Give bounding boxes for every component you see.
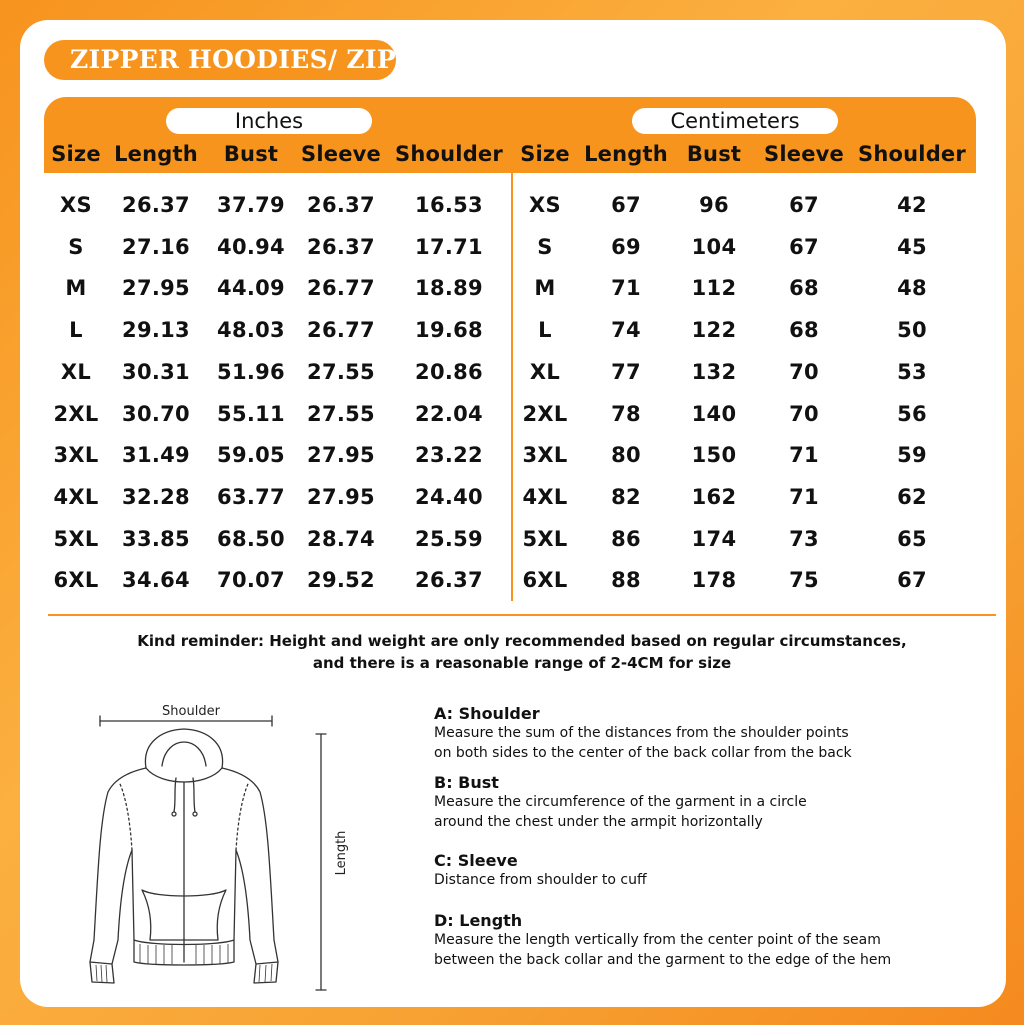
cm-cell-size: 5XL: [522, 527, 568, 551]
cm-cell-length: 88: [611, 568, 641, 592]
inches-cell-size: XL: [60, 360, 92, 384]
cm-cell-shoulder: 45: [897, 235, 927, 259]
section-divider: [48, 614, 996, 616]
inches-cell-size: L: [69, 318, 83, 342]
inches-header-bust: Bust: [223, 142, 279, 166]
cm-cell-length: 74: [611, 318, 641, 342]
inches-cell-bust: 48.03: [217, 318, 285, 342]
centimeters-group-label: Centimeters: [632, 108, 838, 134]
cm-cell-size: 6XL: [522, 568, 568, 592]
inches-cell-sleeve: 27.55: [307, 360, 375, 384]
inches-cell-length: 30.31: [122, 360, 190, 384]
cm-cell-size: 2XL: [522, 402, 568, 426]
cm-cell-bust: 178: [691, 568, 737, 592]
inches-cell-length: 31.49: [122, 443, 190, 467]
definition-line: on both sides to the center of the back collar from the back: [434, 744, 852, 761]
cm-cell-bust: 132: [691, 360, 737, 384]
cm-cell-length: 82: [611, 485, 641, 509]
inches-cell-shoulder: 16.53: [415, 193, 483, 217]
inches-cell-length: 27.95: [122, 276, 190, 300]
reminder-line-1: Kind reminder: Height and weight are only recommended based on regular circumstances,: [137, 632, 907, 650]
definition-title: B: Bust: [434, 773, 499, 792]
inches-header-size: Size: [51, 142, 101, 166]
inches-cell-size: 3XL: [53, 443, 99, 467]
inches-cell-sleeve: 26.37: [307, 193, 375, 217]
inches-cell-sleeve: 26.77: [307, 318, 375, 342]
definition-line: Distance from shoulder to cuff: [434, 872, 647, 888]
inches-cell-sleeve: 26.77: [307, 276, 375, 300]
cm-cell-length: 71: [611, 276, 641, 300]
cm-cell-length: 77: [611, 360, 641, 384]
definition-sleeve: [434, 851, 647, 891]
inches-header-shoulder: Shoulder: [395, 142, 503, 166]
inches-cell-shoulder: 22.04: [415, 402, 483, 426]
cm-header-sleeve: Sleeve: [764, 142, 844, 166]
inches-cell-length: 33.85: [122, 527, 190, 551]
kind-reminder: [50, 630, 994, 674]
shoulder-label: Shoulder: [162, 704, 220, 719]
length-label: Length: [334, 830, 349, 876]
definition-title: C: Sleeve: [434, 851, 518, 870]
inches-cell-length: 32.28: [122, 485, 190, 509]
cm-cell-sleeve: 75: [789, 568, 819, 592]
cm-cell-sleeve: 71: [789, 485, 819, 509]
inches-cell-size: 4XL: [53, 485, 99, 509]
inches-cell-bust: 68.50: [217, 527, 285, 551]
hoodie-diagram: [80, 700, 380, 1000]
inches-cell-size: 5XL: [53, 527, 99, 551]
inches-header-sleeve: Sleeve: [301, 142, 381, 166]
inches-cell-sleeve: 27.95: [307, 485, 375, 509]
cm-cell-bust: 104: [691, 235, 737, 259]
inches-cell-bust: 55.11: [217, 402, 285, 426]
cm-cell-size: XL: [529, 360, 561, 384]
inches-cell-bust: 59.05: [217, 443, 285, 467]
inches-cell-sleeve: 28.74: [307, 527, 375, 551]
cm-cell-bust: 140: [691, 402, 737, 426]
cm-cell-size: M: [534, 276, 556, 300]
inches-cell-shoulder: 25.59: [415, 527, 483, 551]
cm-cell-length: 69: [611, 235, 641, 259]
cm-cell-shoulder: 42: [897, 193, 927, 217]
cm-cell-shoulder: 50: [897, 318, 927, 342]
table-divider: [511, 173, 513, 601]
cm-cell-bust: 122: [691, 318, 737, 342]
inches-cell-bust: 51.96: [217, 360, 285, 384]
cm-cell-length: 86: [611, 527, 641, 551]
inches-cell-shoulder: 19.68: [415, 318, 483, 342]
inches-cell-sleeve: 29.52: [307, 568, 375, 592]
inches-cell-bust: 70.07: [217, 568, 285, 592]
inches-cell-bust: 40.94: [217, 235, 285, 259]
definition-line: between the back collar and the garment to the edge of the hem: [434, 951, 892, 968]
inches-cell-sleeve: 27.55: [307, 402, 375, 426]
cm-cell-size: 4XL: [522, 485, 568, 509]
cm-cell-size: L: [538, 318, 552, 342]
inches-cell-bust: 37.79: [217, 193, 285, 217]
inches-cell-length: 27.16: [122, 235, 190, 259]
inches-header-length: Length: [114, 142, 198, 166]
inches-cell-shoulder: 20.86: [415, 360, 483, 384]
cm-cell-bust: 174: [691, 527, 737, 551]
inches-cell-length: 26.37: [122, 193, 190, 217]
definition-shoulder: [434, 704, 852, 763]
cm-cell-size: 3XL: [522, 443, 568, 467]
inches-cell-size: 2XL: [53, 402, 99, 426]
cm-cell-sleeve: 68: [789, 318, 819, 342]
inches-cell-bust: 44.09: [217, 276, 285, 300]
definition-title: A: Shoulder: [434, 704, 540, 723]
cm-header-length: Length: [584, 142, 668, 166]
inches-cell-shoulder: 17.71: [415, 235, 483, 259]
inches-cell-size: 6XL: [53, 568, 99, 592]
definition-line: Measure the circumference of the garment in a circle: [434, 794, 807, 810]
inches-cell-length: 29.13: [122, 318, 190, 342]
definition-line: Measure the sum of the distances from the shoulder points: [434, 725, 849, 741]
cm-cell-shoulder: 56: [897, 402, 927, 426]
cm-cell-size: XS: [529, 193, 561, 217]
inches-cell-shoulder: 23.22: [415, 443, 483, 467]
cm-cell-shoulder: 62: [897, 485, 927, 509]
page-title: ZIPPER HOODIES/ ZIP: [44, 40, 396, 80]
cm-cell-bust: 112: [691, 276, 737, 300]
definition-length: [434, 911, 891, 970]
cm-cell-shoulder: 48: [897, 276, 927, 300]
inches-cell-size: XS: [60, 193, 92, 217]
inches-cell-length: 30.70: [122, 402, 190, 426]
cm-cell-shoulder: 67: [897, 568, 927, 592]
cm-cell-sleeve: 67: [789, 235, 819, 259]
cm-cell-sleeve: 73: [789, 527, 819, 551]
cm-cell-sleeve: 68: [789, 276, 819, 300]
inches-cell-length: 34.64: [122, 568, 190, 592]
inches-cell-sleeve: 27.95: [307, 443, 375, 467]
cm-header-shoulder: Shoulder: [858, 142, 966, 166]
inches-cell-size: S: [68, 235, 84, 259]
inches-cell-size: M: [65, 276, 87, 300]
reminder-line-2: and there is a reasonable range of 2-4CM for size: [312, 654, 732, 672]
inches-cell-bust: 63.77: [217, 485, 285, 509]
cm-cell-length: 80: [611, 443, 641, 467]
cm-cell-shoulder: 65: [897, 527, 927, 551]
cm-cell-bust: 150: [691, 443, 737, 467]
cm-cell-shoulder: 53: [897, 360, 927, 384]
definition-title: D: Length: [434, 911, 523, 930]
cm-cell-size: S: [537, 235, 553, 259]
inches-cell-shoulder: 26.37: [415, 568, 483, 592]
inches-group-label: Inches: [166, 108, 372, 134]
cm-cell-sleeve: 70: [789, 360, 819, 384]
cm-cell-length: 78: [611, 402, 641, 426]
inches-cell-shoulder: 24.40: [415, 485, 483, 509]
cm-header-bust: Bust: [686, 142, 742, 166]
inches-cell-sleeve: 26.37: [307, 235, 375, 259]
definition-line: Measure the length vertically from the center point of the seam: [434, 932, 881, 948]
cm-cell-sleeve: 67: [789, 193, 819, 217]
cm-cell-sleeve: 70: [789, 402, 819, 426]
cm-header-size: Size: [520, 142, 570, 166]
definition-bust: [434, 773, 807, 832]
inches-cell-shoulder: 18.89: [415, 276, 483, 300]
cm-cell-shoulder: 59: [897, 443, 927, 467]
cm-cell-bust: 96: [699, 193, 729, 217]
cm-cell-bust: 162: [691, 485, 737, 509]
cm-cell-sleeve: 71: [789, 443, 819, 467]
definition-line: around the chest under the armpit horizontally: [434, 813, 763, 830]
cm-cell-length: 67: [611, 193, 641, 217]
